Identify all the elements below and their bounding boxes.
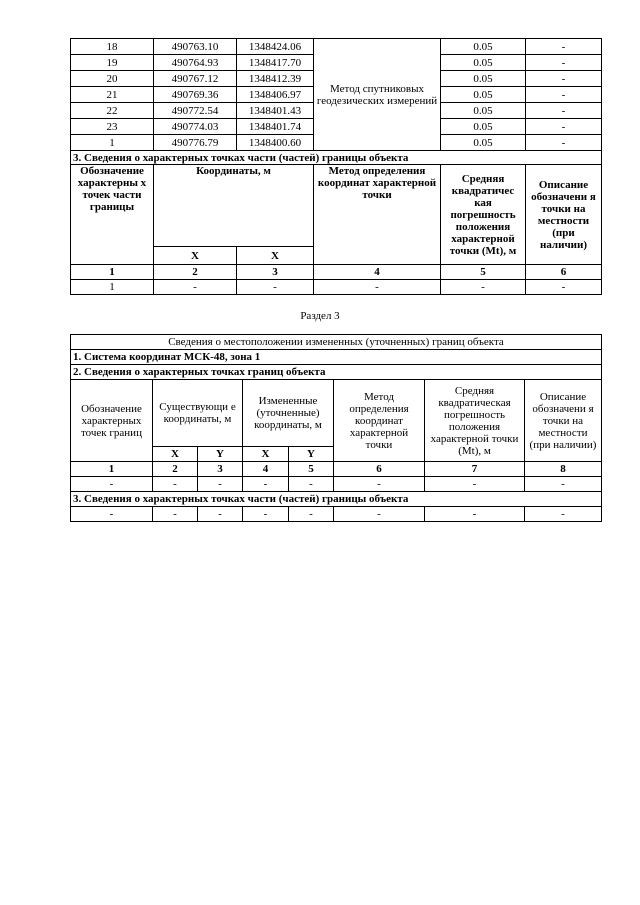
coord-x: 490767.12 (154, 71, 237, 87)
header-row (71, 380, 602, 447)
point-number: 23 (71, 119, 154, 135)
column-number: 5 (441, 265, 526, 280)
table-row (71, 507, 602, 522)
cell: - (71, 507, 153, 522)
cell: - (153, 507, 198, 522)
coordinates-table-2 (70, 334, 602, 522)
column-number: 6 (334, 462, 425, 477)
header-changed-coords: Измененные (уточненные) координаты, м (243, 380, 334, 447)
cell: - (525, 477, 602, 492)
point-number: 19 (71, 55, 154, 71)
header-x: X (153, 447, 198, 462)
header-designation: Обозначение характерны х точек части границы (71, 165, 154, 265)
column-number: 8 (525, 462, 602, 477)
table1-body (71, 39, 602, 295)
coord-x: 490764.93 (154, 55, 237, 71)
mt-value: 0.05 (441, 135, 526, 151)
header-coordinates: Координаты, м (154, 165, 314, 247)
mt-value: 0.05 (441, 39, 526, 55)
cell: - (71, 477, 153, 492)
cell: - (526, 280, 602, 295)
coord-y: 1348417.70 (237, 55, 314, 71)
coord-y: 1348406.97 (237, 87, 314, 103)
description: - (526, 135, 602, 151)
cell: - (441, 280, 526, 295)
column-number: 4 (314, 265, 441, 280)
table-row (71, 39, 602, 55)
coordinate-system: 1. Система координат МСК-48, зона 1 (71, 350, 602, 365)
header-mt: Средняя квадратическая погрешность положения характерной точки (Mt), м (425, 380, 525, 462)
point-number: 18 (71, 39, 154, 55)
cell: 1 (71, 280, 154, 295)
table2-body (71, 335, 602, 522)
header-designation: Обозначение характерных точек границ (71, 380, 153, 462)
description: - (526, 87, 602, 103)
coord-y: 1348401.43 (237, 103, 314, 119)
mt-value: 0.05 (441, 119, 526, 135)
cell: - (334, 477, 425, 492)
column-number: 6 (526, 265, 602, 280)
description: - (526, 71, 602, 87)
coord-y: 1348424.06 (237, 39, 314, 55)
description: - (526, 55, 602, 71)
header-existing-coords: Существующи е координаты, м (153, 380, 243, 447)
table-row (71, 280, 602, 295)
header-y: Y (198, 447, 243, 462)
cell: - (243, 477, 289, 492)
column-number: 7 (425, 462, 525, 477)
point-number: 22 (71, 103, 154, 119)
mt-value: 0.05 (441, 87, 526, 103)
column-number: 2 (153, 462, 198, 477)
coord-x: 490772.54 (154, 103, 237, 119)
section-title: Раздел 3 (300, 310, 340, 322)
column-number: 1 (71, 265, 154, 280)
cell: - (289, 477, 334, 492)
column-number: 1 (71, 462, 153, 477)
column-numbers-row (71, 265, 602, 280)
mt-value: 0.05 (441, 55, 526, 71)
cell: - (425, 477, 525, 492)
cell: - (334, 507, 425, 522)
point-number: 1 (71, 135, 154, 151)
column-number: 5 (289, 462, 334, 477)
section-row (71, 492, 602, 507)
cell: - (314, 280, 441, 295)
coord-y: 1348400.60 (237, 135, 314, 151)
header-mt: Средняя квадратичес кая погрешность положения характерной точки (Mt), м (441, 165, 526, 265)
header-x: X (154, 247, 237, 265)
cell: - (425, 507, 525, 522)
cell: - (243, 507, 289, 522)
header-x: X (237, 247, 314, 265)
section-row (71, 365, 602, 380)
cell: - (198, 477, 243, 492)
header-description: Описание обозначени я точки на местности (при наличии) (526, 165, 602, 265)
header-y: Y (289, 447, 334, 462)
points-heading: 2. Сведения о характерных точках границ объекта (71, 365, 602, 380)
column-number: 3 (237, 265, 314, 280)
column-number: 4 (243, 462, 289, 477)
cell: - (153, 477, 198, 492)
table-title: Сведения о местоположении измененных (уточненных) границ объекта (71, 335, 602, 350)
coordinates-table-1 (70, 38, 602, 295)
description: - (526, 119, 602, 135)
section-3-heading: 3. Сведения о характерных точках части (частей) границы объекта (71, 492, 602, 507)
header-x: X (243, 447, 289, 462)
point-number: 20 (71, 71, 154, 87)
cell: - (154, 280, 237, 295)
description: - (526, 39, 602, 55)
coord-x: 490769.36 (154, 87, 237, 103)
table-row (71, 477, 602, 492)
mt-value: 0.05 (441, 103, 526, 119)
cell: - (525, 507, 602, 522)
method-cell: Метод спутниковых геодезических измерений (314, 39, 441, 151)
header-description: Описание обозначени я точки на местности (при наличии) (525, 380, 602, 462)
coord-x: 490774.03 (154, 119, 237, 135)
section-3-heading: 3. Сведения о характерных точках части (частей) границы объекта (71, 151, 602, 165)
section-row (71, 151, 602, 165)
header-method: Метод определения координат характерной точки (314, 165, 441, 265)
column-number: 3 (198, 462, 243, 477)
mt-value: 0.05 (441, 71, 526, 87)
coord-y: 1348412.39 (237, 71, 314, 87)
title-row (71, 335, 602, 350)
cell: - (237, 280, 314, 295)
column-number: 2 (154, 265, 237, 280)
column-numbers-row (71, 462, 602, 477)
cell: - (198, 507, 243, 522)
section-row (71, 350, 602, 365)
coord-x: 490776.79 (154, 135, 237, 151)
cell: - (289, 507, 334, 522)
point-number: 21 (71, 87, 154, 103)
header-method: Метод определения координат характерной точки (334, 380, 425, 462)
coord-y: 1348401.74 (237, 119, 314, 135)
coord-x: 490763.10 (154, 39, 237, 55)
description: - (526, 103, 602, 119)
header-row (71, 165, 602, 247)
